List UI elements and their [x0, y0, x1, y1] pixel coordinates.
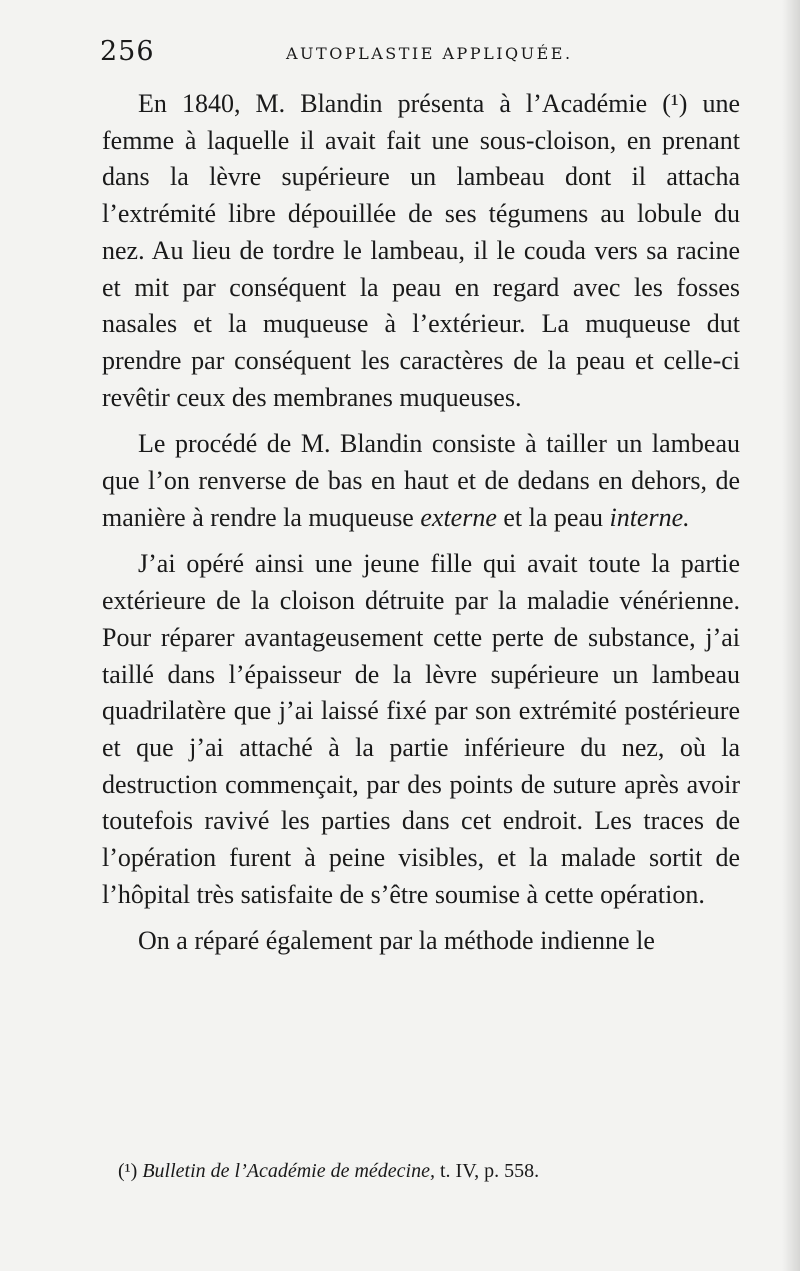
page-header: [100, 36, 740, 70]
footnote-title: Bulletin de l’Académie de médecine,: [142, 1160, 435, 1182]
paragraph-2-text-a: Le procédé de M. Blandin consiste à tailler un lambeau que l’on renverse de bas en haut et de dedans en dehors, de manière à rendre la muqueuse: [102, 429, 740, 532]
body-text: [102, 86, 740, 960]
paragraph-4: On a réparé également par la méthode indienne le: [138, 926, 655, 956]
footnote: [118, 1160, 740, 1183]
paragraph-3: J’ai opéré ainsi une jeune fille qui avait toute la partie extérieure de la cloison détruite par la maladie vénérienne. Pour réparer avantageusement cette perte de substance, j’ai taillé dans l’épaisseur de la lèvre supérieure un lambeau quadrilatère que j’ai laissé fixé par son extrémité postérieure et que j’ai attaché à la partie inférieure du nez, où la destruction commençait, par des points de suture après avoir toutefois ravivé les parties dans cet endroit. Les traces de l’opération furent à peine visibles, et la malade sortit de l’hôpital très satisfaite de s’être soumise à cette opération.: [102, 549, 740, 909]
page-number: 256: [100, 36, 155, 67]
paragraph-1: En 1840, M. Blandin présenta à l’Académie (¹) une femme à laquelle il avait fait une sous-cloison, en prenant dans la lèvre supérieure un lambeau dont il attacha l’extrémité libre dépouillée de ses tégumens au lobule du nez. Au lieu de tordre le lambeau, il le couda vers sa racine et mit par conséquent la peau en regard avec les fosses nasales et la muqueuse à l’extérieur. La muqueuse dut prendre par conséquent les caractères de la peau et celle-ci revêtir ceux des membranes muqueuses.: [102, 89, 740, 412]
paragraph-2-italic-interne: interne.: [609, 502, 690, 532]
footnote-reference: t. IV, p. 558.: [434, 1160, 540, 1182]
page-edge-shadow: [782, 0, 800, 1271]
paragraph-2: [102, 426, 740, 536]
running-title: AUTOPLASTIE APPLIQUÉE.: [286, 44, 573, 63]
footnote-marker: (¹): [118, 1160, 138, 1182]
paragraph-2-italic-externe: externe: [420, 502, 497, 532]
paragraph-2-text-b: et la peau: [496, 502, 610, 532]
